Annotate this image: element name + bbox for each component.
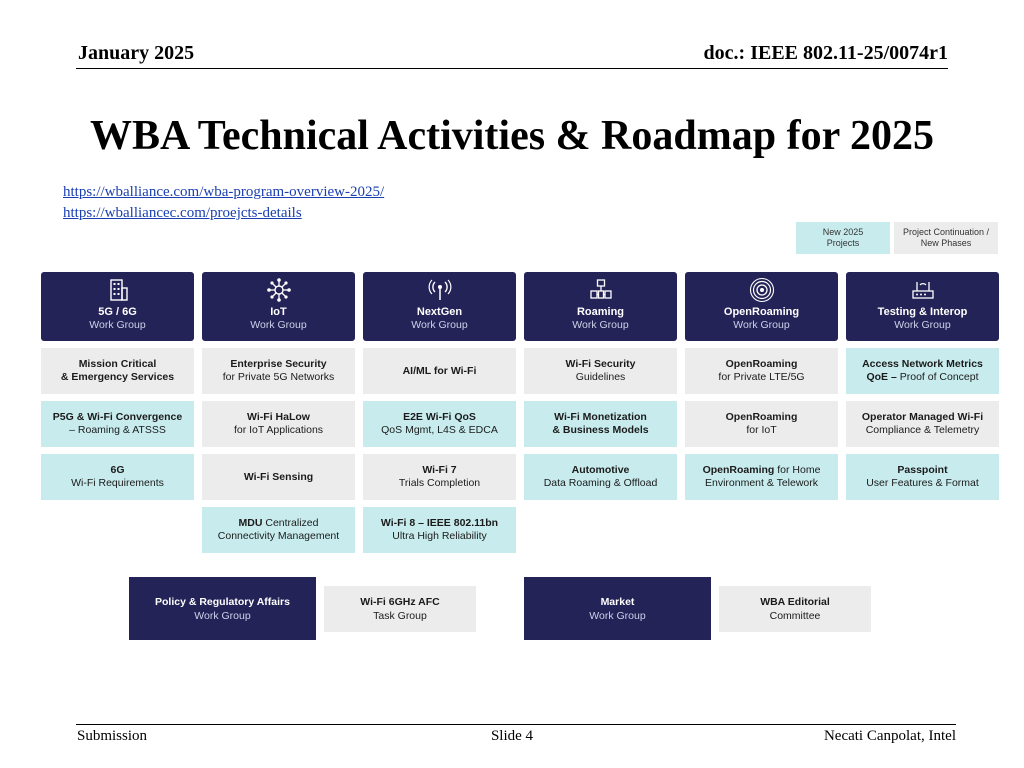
work-group-nextgen[interactable] <box>363 272 516 341</box>
card-subtitle: – Roaming & ATSSS <box>69 424 166 436</box>
card-wifi-sensing[interactable] <box>202 454 355 500</box>
card-title: MDU <box>238 517 263 529</box>
wireless-icon <box>749 277 775 303</box>
card-openroaming-home[interactable] <box>685 454 838 500</box>
committee-wba-editorial[interactable] <box>719 586 871 632</box>
card-title: Wi-Fi Monetization <box>554 411 647 423</box>
card-title: Passpoint <box>897 464 948 476</box>
card-title: OpenRoaming <box>725 358 798 370</box>
card-title: 6G <box>110 464 125 476</box>
card-subtitle: Data Roaming & Offload <box>543 477 658 489</box>
card-subtitle: for Private 5G Networks <box>222 371 335 383</box>
card-title: Wi-Fi 7 <box>422 464 457 476</box>
card-subtitle: for Private LTE/5G <box>718 371 805 383</box>
card-subtitle-prefix: QoE – <box>866 371 897 383</box>
card-title: Wi-Fi Sensing <box>243 470 314 483</box>
work-group-sub: Work Group <box>194 609 251 622</box>
work-group-sub: Work Group <box>411 319 468 331</box>
card-openroaming-lte[interactable] <box>685 348 838 394</box>
legend-cont-line2: New Phases <box>920 238 972 248</box>
roaming-icon <box>588 277 614 303</box>
work-group-name: NextGen <box>416 306 463 318</box>
task-group-wifi-6ghz-afc[interactable] <box>324 586 476 632</box>
work-group-5g-6g[interactable] <box>41 272 194 341</box>
header-doc-id: doc.: IEEE 802.11-25/0074r1 <box>703 42 948 64</box>
card-p5g-convergence[interactable] <box>41 401 194 447</box>
task-group-sub: Task Group <box>373 610 427 622</box>
card-title: Automotive <box>571 464 630 476</box>
header-date: January 2025 <box>78 42 195 64</box>
work-group-openroaming[interactable] <box>685 272 838 341</box>
card-operator-managed-wifi[interactable] <box>846 401 999 447</box>
projects-details-link[interactable]: https://wballiancec.com/proejcts-details <box>63 205 302 221</box>
work-group-name: Roaming <box>576 306 625 318</box>
footer-divider <box>76 724 956 725</box>
card-subtitle: Proof of Concept <box>899 371 979 383</box>
work-group-name: Market <box>600 595 635 608</box>
card-automotive[interactable] <box>524 454 677 500</box>
work-group-market[interactable] <box>524 577 711 640</box>
card-title: E2E Wi-Fi QoS <box>403 411 476 423</box>
card-passpoint[interactable] <box>846 454 999 500</box>
card-mdu[interactable] <box>202 507 355 553</box>
card-title: AI/ML for Wi-Fi <box>402 364 477 377</box>
legend-continuation <box>894 222 998 254</box>
card-mission-critical[interactable] <box>41 348 194 394</box>
column-openroaming <box>685 272 838 500</box>
card-subtitle: User Features & Format <box>866 477 979 489</box>
antenna-icon <box>427 277 453 303</box>
work-group-testing-interop[interactable] <box>846 272 999 341</box>
work-group-policy-regulatory[interactable] <box>129 577 316 640</box>
work-group-name: IoT <box>270 306 287 318</box>
legend-new-projects <box>796 222 890 254</box>
work-group-name: Policy & Regulatory Affairs <box>155 595 290 608</box>
card-wifi-monetization[interactable] <box>524 401 677 447</box>
committee-sub: Committee <box>769 610 821 622</box>
card-subtitle: Connectivity Management <box>217 530 340 542</box>
card-title: Access Network Metrics <box>862 358 983 370</box>
work-group-sub: Work Group <box>572 319 629 331</box>
work-group-sub: Work Group <box>733 319 790 331</box>
committee-name: WBA Editorial <box>760 596 830 608</box>
card-title: OpenRoaming <box>725 411 798 423</box>
card-subtitle: QoS Mgmt, L4S & EDCA <box>381 424 498 436</box>
building-icon <box>105 277 131 303</box>
card-title: Wi-Fi Security <box>565 358 636 370</box>
card-title: Wi-Fi 8 – IEEE 802.11bn <box>380 517 499 529</box>
card-subtitle: for IoT <box>746 424 777 436</box>
work-group-name: 5G / 6G <box>98 306 137 318</box>
legend-cont-line1: Project Continuation / <box>902 227 990 237</box>
card-subtitle: Environment & Telework <box>704 477 819 489</box>
card-wifi-7[interactable] <box>363 454 516 500</box>
card-enterprise-security[interactable] <box>202 348 355 394</box>
work-group-sub: Work Group <box>89 319 146 331</box>
card-wifi-halow[interactable] <box>202 401 355 447</box>
legend-new-line1: New 2025 <box>822 227 864 237</box>
card-title-suffix: Centralized <box>265 517 319 529</box>
iot-network-icon <box>266 277 292 303</box>
card-subtitle: Guidelines <box>575 371 626 383</box>
card-title: Enterprise Security <box>230 358 327 370</box>
legend-new-line2: Projects <box>826 238 860 248</box>
card-wifi-security[interactable] <box>524 348 677 394</box>
work-group-roaming[interactable] <box>524 272 677 341</box>
card-title: Mission Critical <box>78 358 157 370</box>
column-nextgen <box>363 272 516 553</box>
work-group-sub: Work Group <box>250 319 307 331</box>
task-group-name: Wi-Fi 6GHz AFC <box>360 596 440 608</box>
program-overview-link[interactable]: https://wballiance.com/wba-program-overview-2025/ <box>63 184 385 200</box>
column-roaming <box>524 272 677 500</box>
card-ai-ml[interactable] <box>363 348 516 394</box>
work-group-iot[interactable] <box>202 272 355 341</box>
footer-slide-number: Slide 4 <box>490 728 534 744</box>
work-group-sub: Work Group <box>589 609 646 622</box>
card-subtitle: Wi-Fi Requirements <box>71 477 164 489</box>
column-testing-interop <box>846 272 999 500</box>
card-title-suffix: for Home <box>777 464 821 476</box>
card-title: OpenRoaming <box>702 464 775 476</box>
card-title: Operator Managed Wi-Fi <box>861 411 984 423</box>
card-title: Wi-Fi HaLow <box>247 411 310 423</box>
card-e2e-qos[interactable] <box>363 401 516 447</box>
card-title-2: & Emergency Services <box>60 371 175 383</box>
card-subtitle: Trials Completion <box>398 477 481 489</box>
card-subtitle: for IoT Applications <box>233 424 324 436</box>
router-icon <box>910 277 936 303</box>
card-title: P5G & Wi-Fi Convergence <box>52 411 183 423</box>
card-6g[interactable] <box>41 454 194 500</box>
work-group-name: OpenRoaming <box>723 306 800 318</box>
card-openroaming-iot[interactable] <box>685 401 838 447</box>
work-group-sub: Work Group <box>894 319 951 331</box>
column-5g-6g <box>41 272 194 500</box>
work-group-name: Testing & Interop <box>877 306 968 318</box>
slide-title: WBA Technical Activities & Roadmap for 2025 <box>90 113 934 159</box>
card-subtitle: Ultra High Reliability <box>392 530 487 542</box>
footer-submission: Submission <box>77 728 148 744</box>
column-iot <box>202 272 355 553</box>
card-subtitle: Compliance & Telemetry <box>865 424 980 436</box>
card-wifi-8[interactable] <box>363 507 516 553</box>
card-access-network-metrics[interactable] <box>846 348 999 394</box>
footer-author: Necati Canpolat, Intel <box>823 728 956 744</box>
card-title-2: & Business Models <box>552 424 649 436</box>
header-divider <box>76 68 948 69</box>
